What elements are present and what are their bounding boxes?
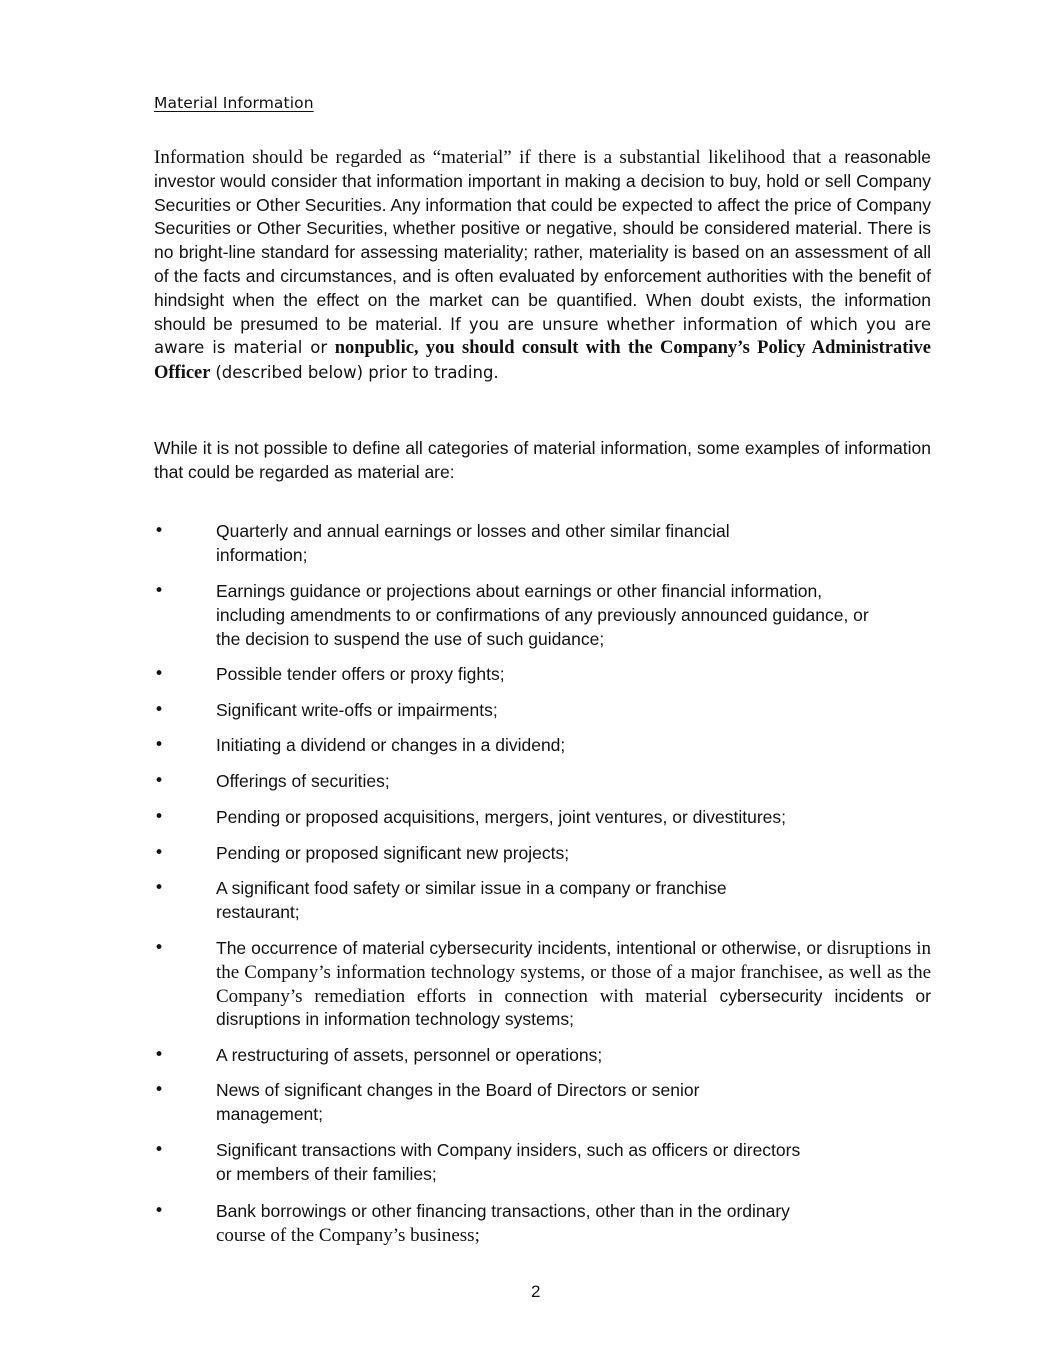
para1-part3: If you are unsure whether information of which you are aware is material or: [154, 314, 932, 358]
list-item-text: Significant write-offs or impairments;: [216, 700, 498, 720]
bullet-icon: •: [154, 581, 165, 601]
list-item-text: Pending or proposed acquisitions, mergers, joint ventures, or divestitures;: [216, 807, 787, 827]
bullet-icon: •: [154, 1201, 165, 1221]
bullet-icon: •: [154, 843, 165, 863]
bullet-icon: •: [154, 1080, 165, 1100]
paragraph-materiality-definition: [154, 146, 931, 386]
bullet-icon: •: [154, 938, 165, 958]
list-item-text: A restructuring of assets, personnel or operations;: [216, 1045, 603, 1065]
para1-part1: Information should be regarded as “material” if there is a substantial likelihood that a: [154, 147, 837, 168]
list-item-text: Initiating a dividend or changes in a dividend;: [216, 735, 566, 755]
document-page: [154, 0, 931, 1365]
bullet-icon: •: [154, 700, 165, 720]
bullet-icon: •: [154, 521, 165, 541]
paragraph-examples-intro: While it is not possible to define all categories of material information, some examples of information that could be regarded as material are:: [154, 438, 931, 482]
list-item-text: Possible tender offers or proxy fights;: [216, 664, 505, 684]
list-item-text: Quarterly and annual earnings or losses and other similar financial information;: [216, 521, 730, 565]
bullet-icon: •: [154, 771, 165, 791]
bullet-icon: •: [154, 1045, 165, 1065]
list-item-text: News of significant changes in the Board of Directors or senior management;: [216, 1080, 700, 1124]
bullet-icon: •: [154, 664, 165, 684]
list-item-text: The occurrence of material cybersecurity incidents, intentional or otherwise, or disruptions in the Company’s information technology systems, or those of a major franchisee, as well as the Company’s remediation efforts in connection with material cybersecurity incidents or disruptions in information technology systems;: [216, 938, 931, 1030]
section-heading: Material Information: [154, 94, 314, 112]
para1-part4: nonpublic, you should consult with the Company’s Policy Administrative Officer: [154, 338, 931, 384]
list-item-text: Bank borrowings or other financing transactions, other than in the ordinary course of the Company’s business;: [216, 1201, 790, 1246]
list-item-text: Pending or proposed significant new projects;: [216, 843, 570, 863]
page-number: 2: [531, 1282, 541, 1301]
list-item-text: Significant transactions with Company insiders, such as officers or directors or members of their families;: [216, 1140, 801, 1184]
para1-part5: (described below) prior to trading.: [215, 363, 499, 383]
list-item-text: Offerings of securities;: [216, 771, 390, 791]
list-item-text: Earnings guidance or projections about earnings or other financial information, including amendments to or confirmations of any previously announced guidance, or the decision to suspend the use of such guidance;: [216, 581, 869, 649]
bullet-icon: •: [154, 807, 165, 827]
para1-part2: reasonable investor would consider that information important in making a decision to buy, hold or sell Company Securities or Other Securities. Any information that could be expected to affect the price of Company Securities or Other Securities, whether positive or negative, should be considered material. There is no bright-line standard for assessing materiality; rather, materiality is based on an assessment of all of the facts and circumstances, and is often evaluated by enforcement authorities with the benefit of hindsight when the effect on the market can be quantified. When doubt exists, the information should be presumed to be material.: [154, 147, 931, 334]
list-item-text: A significant food safety or similar issue in a company or franchise restaurant;: [216, 878, 727, 922]
bullet-icon: •: [154, 1140, 165, 1160]
bullet-icon: •: [154, 878, 165, 898]
bullet-icon: •: [154, 735, 165, 755]
